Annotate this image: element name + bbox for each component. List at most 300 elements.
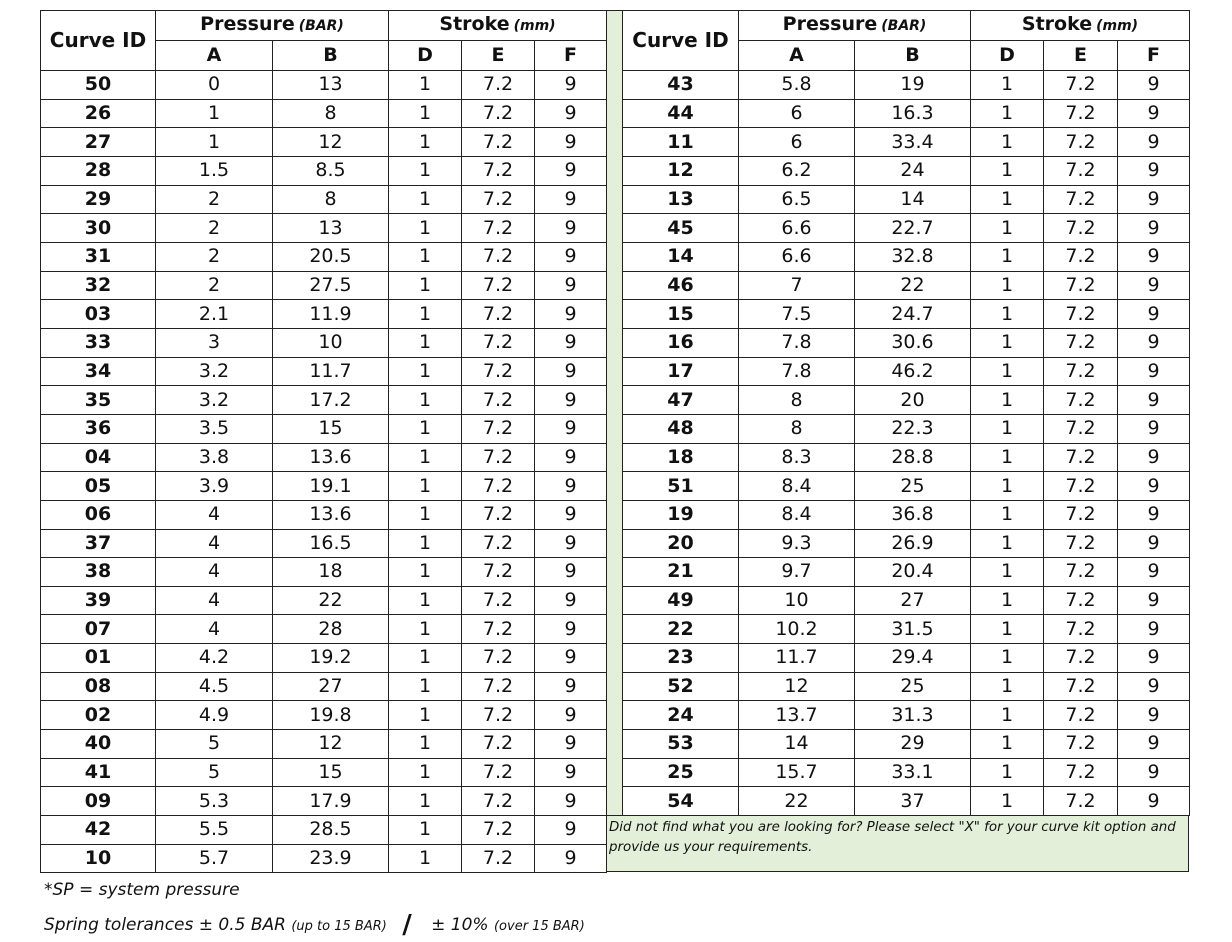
stroke-e-cell: 7.2 xyxy=(1044,357,1118,386)
stroke-unit: (mm) xyxy=(513,18,556,34)
stroke-e-cell: 7.2 xyxy=(1044,271,1118,300)
stroke-d-cell: 1 xyxy=(971,214,1044,243)
stroke-d-cell: 1 xyxy=(389,242,462,271)
curve-id-cell: 09 xyxy=(41,787,156,816)
pressure-a-cell: 6.5 xyxy=(739,185,855,214)
pressure-b-cell: 19.2 xyxy=(273,644,389,673)
pressure-b-cell: 20.4 xyxy=(855,558,971,587)
pressure-a-cell: 3.2 xyxy=(156,386,273,415)
pressure-a-cell: 4 xyxy=(156,586,273,615)
table-row xyxy=(623,128,1190,157)
stroke-f-cell: 9 xyxy=(1118,156,1190,185)
curve-id-cell: 17 xyxy=(623,357,739,386)
stroke-d-cell: 1 xyxy=(971,71,1044,100)
pressure-a-cell: 8.4 xyxy=(739,500,855,529)
curve-id-cell: 24 xyxy=(623,701,739,730)
curve-id-cell: 49 xyxy=(623,586,739,615)
table-row xyxy=(41,672,607,701)
stroke-label: Stroke xyxy=(439,13,510,35)
pressure-b-cell: 16.5 xyxy=(273,529,389,558)
stroke-f-cell: 9 xyxy=(1118,386,1190,415)
stroke-d-cell: 1 xyxy=(971,242,1044,271)
table-row xyxy=(623,615,1190,644)
pressure-a-cell: 2 xyxy=(156,242,273,271)
table-row xyxy=(623,386,1190,415)
stroke-e-cell: 7.2 xyxy=(1044,242,1118,271)
col-d-header: D xyxy=(389,41,462,71)
pressure-a-cell: 0 xyxy=(156,71,273,100)
pressure-b-cell: 10 xyxy=(273,328,389,357)
stroke-f-cell: 9 xyxy=(535,758,607,787)
pressure-b-cell: 26.9 xyxy=(855,529,971,558)
pressure-a-cell: 4.9 xyxy=(156,701,273,730)
table-row xyxy=(41,128,607,157)
pressure-a-cell: 1 xyxy=(156,99,273,128)
curve-id-cell: 05 xyxy=(41,472,156,501)
stroke-f-cell: 9 xyxy=(1118,271,1190,300)
pressure-b-cell: 36.8 xyxy=(855,500,971,529)
stroke-d-cell: 1 xyxy=(971,386,1044,415)
stroke-f-cell: 9 xyxy=(535,443,607,472)
stroke-d-cell: 1 xyxy=(389,472,462,501)
stroke-f-cell: 9 xyxy=(535,214,607,243)
stroke-e-cell: 7.2 xyxy=(462,71,535,100)
stroke-d-cell: 1 xyxy=(971,672,1044,701)
curve-id-cell: 16 xyxy=(623,328,739,357)
table-row xyxy=(623,328,1190,357)
pressure-a-cell: 2 xyxy=(156,271,273,300)
stroke-e-cell: 7.2 xyxy=(462,672,535,701)
table-row xyxy=(623,99,1190,128)
curve-id-cell: 21 xyxy=(623,558,739,587)
stroke-f-cell: 9 xyxy=(1118,787,1190,816)
tolerance-main: Spring tolerances ± 0.5 BAR xyxy=(44,915,286,935)
pressure-b-cell: 8.5 xyxy=(273,156,389,185)
stroke-f-cell: 9 xyxy=(535,586,607,615)
table-row xyxy=(623,271,1190,300)
pressure-header xyxy=(739,11,971,41)
pressure-a-cell: 6.2 xyxy=(739,156,855,185)
curve-id-cell: 07 xyxy=(41,615,156,644)
pressure-b-cell: 24.7 xyxy=(855,300,971,329)
pressure-b-cell: 20.5 xyxy=(273,242,389,271)
curve-id-cell: 36 xyxy=(41,414,156,443)
stroke-e-cell: 7.2 xyxy=(1044,128,1118,157)
pressure-b-cell: 22.7 xyxy=(855,214,971,243)
stroke-d-cell: 1 xyxy=(389,701,462,730)
pressure-a-cell: 12 xyxy=(739,672,855,701)
table-row xyxy=(623,472,1190,501)
table-row xyxy=(623,644,1190,673)
stroke-e-cell: 7.2 xyxy=(462,500,535,529)
stroke-e-cell: 7.2 xyxy=(462,615,535,644)
table-row xyxy=(41,644,607,673)
tolerance-range-high: (over 15 BAR) xyxy=(493,919,585,934)
stroke-d-cell: 1 xyxy=(971,644,1044,673)
custom-request-note: Did not find what you are looking for? Please select "X" for your curve kit option and provide us your requirements. xyxy=(606,815,1189,872)
stroke-f-cell: 9 xyxy=(1118,472,1190,501)
table-row xyxy=(41,300,607,329)
pressure-b-cell: 11.9 xyxy=(273,300,389,329)
col-f-header: F xyxy=(535,41,607,71)
pressure-b-cell: 46.2 xyxy=(855,357,971,386)
tolerance-range-low: (up to 15 BAR) xyxy=(291,919,387,934)
col-e-header: E xyxy=(462,41,535,71)
table-row xyxy=(41,214,607,243)
curve-id-header: Curve ID xyxy=(41,11,156,71)
stroke-f-cell: 9 xyxy=(1118,99,1190,128)
curve-id-cell: 13 xyxy=(623,185,739,214)
pressure-b-cell: 8 xyxy=(273,185,389,214)
table-row xyxy=(623,414,1190,443)
table-row xyxy=(623,701,1190,730)
curve-id-cell: 53 xyxy=(623,730,739,759)
stroke-d-cell: 1 xyxy=(389,844,462,873)
stroke-label: Stroke xyxy=(1021,13,1093,35)
curve-id-cell: 01 xyxy=(41,644,156,673)
stroke-d-cell: 1 xyxy=(389,300,462,329)
curve-id-cell: 12 xyxy=(623,156,739,185)
pressure-a-cell: 8 xyxy=(739,386,855,415)
pressure-b-cell: 27 xyxy=(273,672,389,701)
curve-id-cell: 20 xyxy=(623,529,739,558)
curve-id-cell: 39 xyxy=(41,586,156,615)
curve-id-cell: 44 xyxy=(623,99,739,128)
curve-id-cell: 19 xyxy=(623,500,739,529)
curve-id-cell: 42 xyxy=(41,816,156,845)
stroke-e-cell: 7.2 xyxy=(1044,443,1118,472)
stroke-d-cell: 1 xyxy=(971,271,1044,300)
pressure-b-cell: 28 xyxy=(273,615,389,644)
curve-table-right xyxy=(622,10,1190,816)
stroke-d-cell: 1 xyxy=(389,328,462,357)
pressure-b-cell: 19.1 xyxy=(273,472,389,501)
curve-id-cell: 04 xyxy=(41,443,156,472)
pressure-a-cell: 11.7 xyxy=(739,644,855,673)
stroke-d-cell: 1 xyxy=(971,500,1044,529)
stroke-header xyxy=(971,11,1190,41)
table-row xyxy=(623,500,1190,529)
pressure-a-cell: 1 xyxy=(156,128,273,157)
stroke-e-cell: 7.2 xyxy=(462,185,535,214)
pressure-a-cell: 3.9 xyxy=(156,472,273,501)
col-f-header: F xyxy=(1118,41,1190,71)
stroke-d-cell: 1 xyxy=(389,357,462,386)
stroke-e-cell: 7.2 xyxy=(1044,644,1118,673)
stroke-f-cell: 9 xyxy=(535,558,607,587)
curve-id-cell: 18 xyxy=(623,443,739,472)
stroke-f-cell: 9 xyxy=(1118,128,1190,157)
stroke-f-cell: 9 xyxy=(535,357,607,386)
pressure-b-cell: 28.5 xyxy=(273,816,389,845)
pressure-b-cell: 22 xyxy=(273,586,389,615)
pressure-a-cell: 7.8 xyxy=(739,328,855,357)
stroke-f-cell: 9 xyxy=(1118,185,1190,214)
stroke-e-cell: 7.2 xyxy=(1044,672,1118,701)
pressure-a-cell: 6.6 xyxy=(739,214,855,243)
curve-id-cell: 32 xyxy=(41,271,156,300)
stroke-f-cell: 9 xyxy=(535,844,607,873)
spring-tolerance-footnote xyxy=(44,910,585,940)
pressure-a-cell: 2.1 xyxy=(156,300,273,329)
stroke-f-cell: 9 xyxy=(535,242,607,271)
stroke-e-cell: 7.2 xyxy=(1044,472,1118,501)
stroke-f-cell: 9 xyxy=(1118,615,1190,644)
table-row xyxy=(623,529,1190,558)
stroke-e-cell: 7.2 xyxy=(462,730,535,759)
stroke-e-cell: 7.2 xyxy=(462,529,535,558)
stroke-f-cell: 9 xyxy=(535,500,607,529)
stroke-d-cell: 1 xyxy=(971,414,1044,443)
pressure-a-cell: 3.8 xyxy=(156,443,273,472)
stroke-e-cell: 7.2 xyxy=(1044,758,1118,787)
stroke-f-cell: 9 xyxy=(535,787,607,816)
pressure-b-cell: 11.7 xyxy=(273,357,389,386)
stroke-e-cell: 7.2 xyxy=(462,214,535,243)
pressure-b-cell: 22 xyxy=(855,271,971,300)
pressure-b-cell: 25 xyxy=(855,472,971,501)
stroke-f-cell: 9 xyxy=(1118,300,1190,329)
stroke-f-cell: 9 xyxy=(1118,672,1190,701)
stroke-f-cell: 9 xyxy=(535,529,607,558)
table-row xyxy=(41,472,607,501)
pressure-b-cell: 13.6 xyxy=(273,443,389,472)
pressure-a-cell: 7 xyxy=(739,271,855,300)
stroke-d-cell: 1 xyxy=(971,615,1044,644)
stroke-e-cell: 7.2 xyxy=(1044,615,1118,644)
curve-id-cell: 34 xyxy=(41,357,156,386)
curve-id-cell: 46 xyxy=(623,271,739,300)
pressure-a-cell: 4 xyxy=(156,615,273,644)
curve-id-cell: 06 xyxy=(41,500,156,529)
curve-id-cell: 41 xyxy=(41,758,156,787)
stroke-d-cell: 1 xyxy=(971,357,1044,386)
curve-id-header: Curve ID xyxy=(623,11,739,71)
slash-separator: / xyxy=(402,910,412,940)
curve-id-cell: 23 xyxy=(623,644,739,673)
curve-id-cell: 30 xyxy=(41,214,156,243)
pressure-b-cell: 22.3 xyxy=(855,414,971,443)
system-pressure-footnote: *SP = system pressure xyxy=(44,880,240,900)
curve-id-cell: 37 xyxy=(41,529,156,558)
table-row xyxy=(623,672,1190,701)
stroke-d-cell: 1 xyxy=(389,156,462,185)
col-d-header: D xyxy=(971,41,1044,71)
stroke-d-cell: 1 xyxy=(971,300,1044,329)
stroke-e-cell: 7.2 xyxy=(1044,701,1118,730)
curve-id-cell: 03 xyxy=(41,300,156,329)
stroke-f-cell: 9 xyxy=(535,644,607,673)
stroke-d-cell: 1 xyxy=(389,71,462,100)
stroke-e-cell: 7.2 xyxy=(462,586,535,615)
stroke-d-cell: 1 xyxy=(971,758,1044,787)
table-row xyxy=(41,758,607,787)
table-row xyxy=(41,156,607,185)
stroke-f-cell: 9 xyxy=(1118,701,1190,730)
stroke-f-cell: 9 xyxy=(1118,500,1190,529)
table-row xyxy=(41,586,607,615)
stroke-f-cell: 9 xyxy=(1118,529,1190,558)
stroke-f-cell: 9 xyxy=(535,472,607,501)
stroke-d-cell: 1 xyxy=(971,529,1044,558)
stroke-d-cell: 1 xyxy=(389,386,462,415)
curve-id-cell: 47 xyxy=(623,386,739,415)
stroke-f-cell: 9 xyxy=(1118,644,1190,673)
pressure-a-cell: 4 xyxy=(156,500,273,529)
pressure-label: Pressure xyxy=(782,13,878,35)
pressure-a-cell: 14 xyxy=(739,730,855,759)
curve-id-cell: 51 xyxy=(623,472,739,501)
stroke-e-cell: 7.2 xyxy=(1044,500,1118,529)
stroke-e-cell: 7.2 xyxy=(1044,730,1118,759)
stroke-d-cell: 1 xyxy=(971,701,1044,730)
stroke-d-cell: 1 xyxy=(389,787,462,816)
stroke-e-cell: 7.2 xyxy=(1044,156,1118,185)
stroke-f-cell: 9 xyxy=(535,71,607,100)
stroke-e-cell: 7.2 xyxy=(1044,328,1118,357)
stroke-d-cell: 1 xyxy=(389,185,462,214)
pressure-a-cell: 8.3 xyxy=(739,443,855,472)
stroke-e-cell: 7.2 xyxy=(462,242,535,271)
stroke-e-cell: 7.2 xyxy=(462,271,535,300)
table-row xyxy=(623,558,1190,587)
pressure-b-cell: 13 xyxy=(273,71,389,100)
stroke-e-cell: 7.2 xyxy=(462,156,535,185)
table-row xyxy=(623,443,1190,472)
stroke-e-cell: 7.2 xyxy=(462,472,535,501)
pressure-b-cell: 32.8 xyxy=(855,242,971,271)
pressure-b-cell: 13 xyxy=(273,214,389,243)
stroke-e-cell: 7.2 xyxy=(462,99,535,128)
pressure-a-cell: 5 xyxy=(156,730,273,759)
pressure-b-cell: 15 xyxy=(273,758,389,787)
stroke-f-cell: 9 xyxy=(535,615,607,644)
stroke-f-cell: 9 xyxy=(535,271,607,300)
table-row xyxy=(623,156,1190,185)
stroke-f-cell: 9 xyxy=(535,328,607,357)
pressure-a-cell: 7.5 xyxy=(739,300,855,329)
pressure-a-cell: 9.7 xyxy=(739,558,855,587)
curve-id-cell: 25 xyxy=(623,758,739,787)
table-row xyxy=(41,357,607,386)
stroke-e-cell: 7.2 xyxy=(462,701,535,730)
pressure-unit: (BAR) xyxy=(881,18,927,34)
col-a-header: A xyxy=(156,41,273,71)
stroke-e-cell: 7.2 xyxy=(462,414,535,443)
col-b-header: B xyxy=(855,41,971,71)
pressure-a-cell: 10.2 xyxy=(739,615,855,644)
pressure-b-cell: 28.8 xyxy=(855,443,971,472)
pressure-b-cell: 12 xyxy=(273,128,389,157)
pressure-a-cell: 6 xyxy=(739,99,855,128)
pressure-b-cell: 33.4 xyxy=(855,128,971,157)
pressure-a-cell: 5 xyxy=(156,758,273,787)
stroke-unit: (mm) xyxy=(1096,18,1139,34)
curve-id-cell: 45 xyxy=(623,214,739,243)
pressure-b-cell: 12 xyxy=(273,730,389,759)
stroke-d-cell: 1 xyxy=(971,558,1044,587)
stroke-e-cell: 7.2 xyxy=(462,844,535,873)
pressure-b-cell: 16.3 xyxy=(855,99,971,128)
pressure-b-cell: 27 xyxy=(855,586,971,615)
stroke-f-cell: 9 xyxy=(1118,758,1190,787)
stroke-f-cell: 9 xyxy=(1118,71,1190,100)
stroke-d-cell: 1 xyxy=(971,128,1044,157)
pressure-b-cell: 8 xyxy=(273,99,389,128)
stroke-e-cell: 7.2 xyxy=(1044,586,1118,615)
pressure-b-cell: 15 xyxy=(273,414,389,443)
stroke-f-cell: 9 xyxy=(535,414,607,443)
pressure-a-cell: 15.7 xyxy=(739,758,855,787)
pressure-a-cell: 5.3 xyxy=(156,787,273,816)
table-row xyxy=(623,300,1190,329)
pressure-a-cell: 7.8 xyxy=(739,357,855,386)
pressure-a-cell: 3.2 xyxy=(156,357,273,386)
pressure-a-cell: 3.5 xyxy=(156,414,273,443)
stroke-f-cell: 9 xyxy=(535,816,607,845)
stroke-f-cell: 9 xyxy=(535,672,607,701)
table-row xyxy=(41,271,607,300)
stroke-d-cell: 1 xyxy=(971,185,1044,214)
pressure-b-cell: 14 xyxy=(855,185,971,214)
stroke-f-cell: 9 xyxy=(1118,328,1190,357)
table-row xyxy=(41,443,607,472)
pressure-a-cell: 8.4 xyxy=(739,472,855,501)
curve-id-cell: 38 xyxy=(41,558,156,587)
stroke-d-cell: 1 xyxy=(971,730,1044,759)
table-row xyxy=(623,730,1190,759)
stroke-d-cell: 1 xyxy=(971,156,1044,185)
stroke-d-cell: 1 xyxy=(389,128,462,157)
pressure-b-cell: 19 xyxy=(855,71,971,100)
pressure-b-cell: 27.5 xyxy=(273,271,389,300)
pressure-header xyxy=(156,11,389,41)
table-row xyxy=(623,214,1190,243)
stroke-f-cell: 9 xyxy=(535,156,607,185)
table-row xyxy=(41,787,607,816)
pressure-b-cell: 17.2 xyxy=(273,386,389,415)
stroke-f-cell: 9 xyxy=(535,185,607,214)
stroke-e-cell: 7.2 xyxy=(1044,99,1118,128)
curve-id-cell: 22 xyxy=(623,615,739,644)
table-row xyxy=(41,701,607,730)
stroke-f-cell: 9 xyxy=(535,386,607,415)
table-row xyxy=(41,328,607,357)
stroke-f-cell: 9 xyxy=(1118,414,1190,443)
table-row xyxy=(41,615,607,644)
pressure-b-cell: 24 xyxy=(855,156,971,185)
curve-id-cell: 50 xyxy=(41,71,156,100)
stroke-e-cell: 7.2 xyxy=(462,328,535,357)
stroke-e-cell: 7.2 xyxy=(462,300,535,329)
pressure-a-cell: 10 xyxy=(739,586,855,615)
stroke-d-cell: 1 xyxy=(389,214,462,243)
stroke-e-cell: 7.2 xyxy=(462,644,535,673)
stroke-e-cell: 7.2 xyxy=(1044,214,1118,243)
stroke-d-cell: 1 xyxy=(971,99,1044,128)
stroke-e-cell: 7.2 xyxy=(1044,529,1118,558)
stroke-f-cell: 9 xyxy=(1118,242,1190,271)
pressure-b-cell: 33.1 xyxy=(855,758,971,787)
stroke-e-cell: 7.2 xyxy=(1044,300,1118,329)
stroke-d-cell: 1 xyxy=(389,271,462,300)
stroke-f-cell: 9 xyxy=(1118,586,1190,615)
table-row xyxy=(41,816,607,845)
stroke-e-cell: 7.2 xyxy=(1044,558,1118,587)
curve-id-cell: 11 xyxy=(623,128,739,157)
tolerance-percent: ± 10% xyxy=(431,915,489,935)
curve-id-cell: 35 xyxy=(41,386,156,415)
